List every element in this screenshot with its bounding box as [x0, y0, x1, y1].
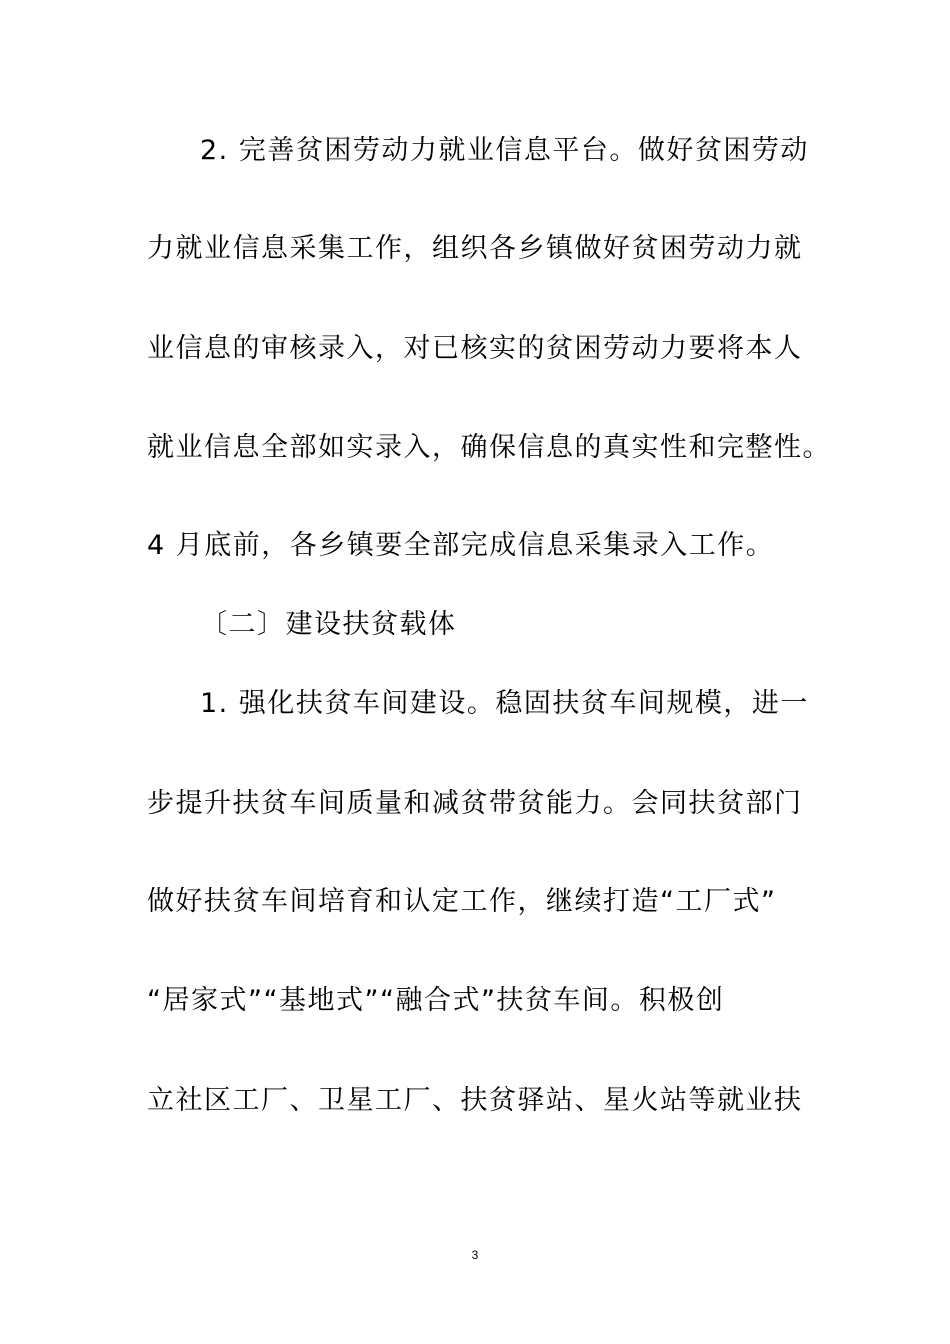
paragraph-line: 就业信息全部如实录入，确保信息的真实性和完整性。: [147, 432, 831, 463]
page-number: 3: [471, 1248, 479, 1262]
paragraph-line: “居家式”“基地式”“融合式”扶贫车间。积极创: [147, 985, 725, 1016]
paragraph-line: 立社区工厂、卫星工厂、扶贫驿站、星火站等就业扶: [147, 1085, 803, 1116]
paragraph-line: 步提升扶贫车间质量和减贫带贫能力。会同扶贫部门: [147, 788, 803, 819]
paragraph-line: 做好扶贫车间培育和认定工作，继续打造“工厂式”: [147, 886, 777, 917]
paragraph-line: 4 月底前，各乡镇要全部完成信息采集录入工作。: [147, 530, 775, 561]
paragraph-line: 业信息的审核录入，对已核实的贫困劳动力要将本人: [147, 333, 803, 364]
paragraph-line: 力就业信息采集工作，组织各乡镇做好贫困劳动力就: [147, 233, 803, 264]
paragraph-line: 1. 强化扶贫车间建设。稳固扶贫车间规模，进一: [200, 688, 809, 719]
paragraph-line: 2. 完善贫困劳动力就业信息平台。做好贫困劳动: [200, 135, 809, 166]
section-heading: 〔二〕建设扶贫载体: [200, 609, 457, 640]
